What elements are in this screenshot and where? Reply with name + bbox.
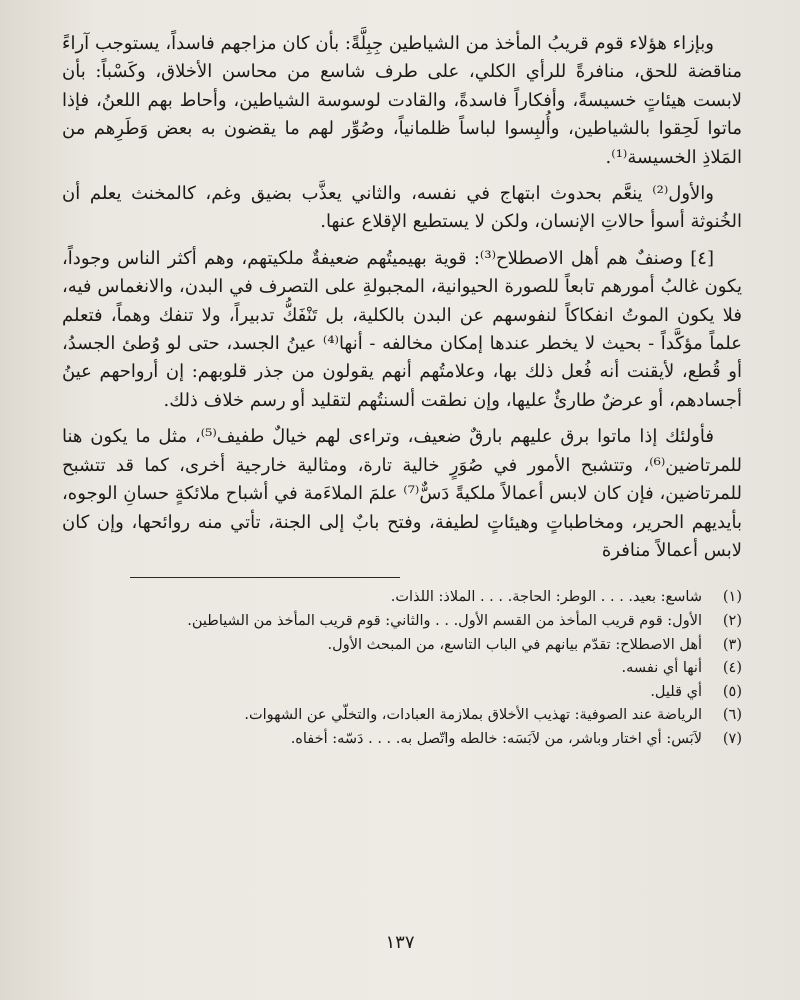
footnote-1 [62,586,742,610]
footnote-text: أي قليل. [650,683,702,700]
footnote-4 [62,657,742,681]
footnote-text: شاسع: بعيد. . . . الوطر: الحاجة. . . . الملاذ: اللذات. [390,589,702,606]
paragraph-2: والأول⁽²⁾ ينعَّم بحدوث ابتهاج في نفسه، والثاني يعذَّب بضيق وغم، كالمخنث يعلم أن الخُنوثة أسوأ حالاتِ الإنسان، ولكن لا يستطيع الإقلاع عنها. [62,183,742,233]
footnote-5 [62,681,742,705]
paragraph-1: وبإزاء هؤلاء قوم قريبُ المأخذ من الشياطين جِبِلَّةً: بأن كان مزاجهم فاسداً، يستوجب آراءً مناقضة للحق، منافرةً للرأي الكلي، على طرف شاسع من محاسن الأخلاق، وكَسْباً: بأن لابست هيئاتٍ خسيسةً، وأفكاراً فاسدةً، والقادت لوسوسة الشياطين، وأحاط بهم اللعنُ، فإذا ماتوا لَحِقوا بالشياطين، وأُلبِسوا لباساً ظلمانياً، وصُوِّر لهم ما يقضون به بعض وَطَرِهم من المَلاذِ الخسيسة⁽¹⁾. [62,33,742,168]
footnote-text: الأول: قوم قريب المأخذ من القسم الأول. . . والثاني: قوم قريب المأخذ من الشياطين. [187,612,702,629]
main-text [62,30,742,565]
footnote-7 [62,728,742,752]
footnote-number: (٦) [722,707,742,724]
footnote-2 [62,610,742,634]
footnote-text: أنها أي نفسه. [621,660,702,677]
footnote-6 [62,704,742,728]
footnote-text: لاَبَس: أي اختار وباشر، من لاَبَسَه: خالطه واتّصل به. . . . دَسّه: أخفاه. [290,730,702,747]
footnote-3 [62,634,742,658]
paragraph-4: فأولئك إذا ماتوا برق عليهم بارقٌ ضعيف، وتراءى لهم خيالٌ طفيف⁽⁵⁾، مثل ما يكون هنا للمرتاضين⁽⁶⁾، وتتشبح الأمور في صُوَرٍ خالية تارة، ومثالية خارجية أخرى، كما قد تتشبح للمرتاضين، فإن كان لابس أعمالاً ملكيةً دَسٌّ⁽⁷⁾ علمَ الملاءَمة في أشباح ملائكةٍ حسانِ الوجوه، بأيديهم الحرير، ومخاطباتٍ وهيئاتٍ لطيفة، وفتح بابٌ إلى الجنة، تأتي منه روائحها، وإن كان لابس أعمالاً منافرة [62,426,742,561]
footnote-number: (٧) [722,730,742,747]
footnote-number: (٢) [722,612,742,629]
footnote-number: (١) [722,589,742,606]
footnote-number: (٥) [722,683,742,700]
footnote-divider [130,577,400,578]
footnote-number: (٤) [722,660,742,677]
footnote-number: (٣) [722,636,742,653]
footnote-text: أهل الاصطلاح: تقدّم بيانهم في الباب التاسع، من المبحث الأول. [327,636,702,653]
footnote-text: الرياضة عند الصوفية: تهذيب الأخلاق بملازمة العبادات، والتخلّي عن الشهوات. [244,707,702,724]
footnotes [62,586,742,751]
paragraph-3: [٤] وصنفٌ هم أهل الاصطلاح⁽³⁾: قوية بهيميتُهم ضعيفةٌ ملكيتهم، وهم أكثر الناس وجوداً، يكون غالبُ أمورهم تابعاً للصورة الحيوانية، المجبولةِ على التصرف في البدن، والانغماس فيه، فلا يكون الموتُ انفكاكاً لنفوسهم عن البدن بالكلية، بل تَنْفَكُّ تدبيراً، ولا تنفك وهماً، فتعلم علماً مؤكَّداً - بحيث لا يخطر عندها إمكان مخالفه - أنها⁽⁴⁾ عينُ الجسد، حتى لو وُطئ الجسدُ، أو قُطع، لأيقنت أنه فُعل ذلك بها، وعلامتُهم أنهم يقولون من جذر قلوبهم: إن أرواحهم عينُ أجسادهم، أو عرضٌ طارئٌ عليها، وإن نطقت ألسنتُهم لتقليد أو رسم خلاف ذلك. [62,247,742,411]
page-number: ١٣٧ [385,932,415,953]
